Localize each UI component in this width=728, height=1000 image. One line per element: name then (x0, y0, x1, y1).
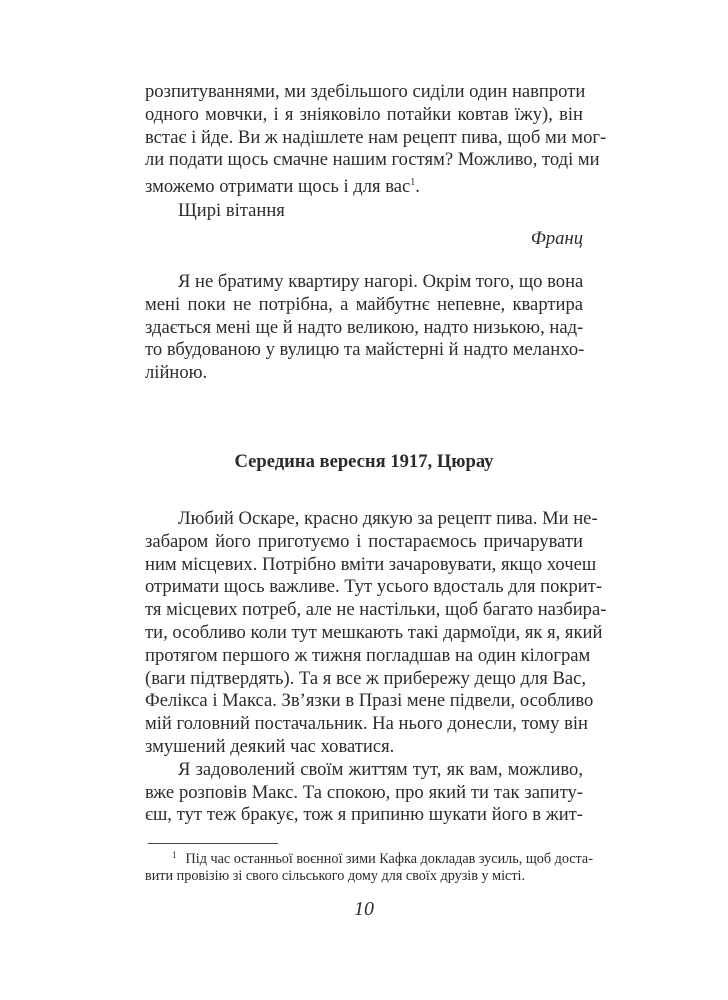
signature: Франц (530, 228, 583, 249)
text-line: розпитуваннями, ми здебільшого сиділи один навпроти (145, 81, 586, 102)
footnote-ref[interactable]: 1 (410, 177, 416, 189)
greeting: Щирі вітання (178, 200, 285, 221)
footnote-line (145, 845, 593, 867)
text-line: тя місцевих потреб, але не настільки, щоб багато назбира- (145, 599, 607, 621)
paragraph-3 (145, 508, 607, 827)
text-line: мені поки не потрібна, а майбутнє непевне, квартира (145, 293, 583, 315)
text-line: протягом першого ж тижня погладшав на один кілограм (145, 644, 591, 666)
text-line: єш, тут теж бракує, тож я припиню шукати його в жит- (145, 804, 583, 826)
text-line: забаром його приготуємо і постараємось причарувати (145, 530, 583, 552)
paragraph-1 (145, 81, 607, 198)
text-line-content: зможемо отримати щось і для вас (145, 176, 411, 198)
text-line: змушений деякий час ховатися. (145, 735, 395, 757)
footnote-divider (148, 843, 278, 844)
text-line: Я задоволений своїм життям тут, як вам, можливо, (178, 758, 583, 780)
text-line: Я не братиму квартиру нагорі. Окрім того, що вона (178, 271, 584, 292)
text-line: то вбудованою у вулицю та майстерні й надто меланхо- (145, 339, 585, 361)
text-line: Любий Оскаре, красно дякую за рецепт пива. Ми не- (178, 508, 598, 529)
text-line: вже розповів Макс. Та спокою, про який ти так запиту- (145, 781, 583, 803)
text-line: ли подати щось смачне нашим гостям? Можливо, тоді ми (145, 149, 600, 171)
text-line: лійною. (145, 362, 208, 384)
text-line: здається мені ще й надто великою, надто низькою, над- (145, 316, 584, 338)
section-heading: Середина вересня 1917, Цюрау (234, 451, 494, 472)
text-line (145, 172, 583, 198)
page-number: 10 (354, 898, 374, 920)
text-line: (ваги підтвердять). Та я все ж прибережу дещо для Вас, (145, 667, 587, 689)
text-line: Фелікса і Макса. Зв’язки в Празі мене підвели, особливо (145, 690, 594, 712)
footnote-text: Під час останньої воєнної зими Кафка докладав зусиль, щоб доста- (185, 851, 593, 867)
footnote-line: вити провізію зі свого сільського дому для своїх друзів у місті. (145, 868, 526, 884)
paragraph-2 (145, 271, 583, 385)
footnote-number: 1 (172, 850, 177, 860)
text-line: ти, особливо коли тут мешкають такі дармоїди, як я, який (145, 621, 603, 643)
text-line: мій головний постачальник. На нього донесли, тому він (145, 713, 588, 735)
text-line: одного мовчки, і я зніяковіло потайки ковтав їжу), він (145, 103, 583, 125)
text-line: встає і йде. Ви ж надішлете нам рецепт пива, щоб ми мог- (145, 126, 607, 148)
text-line: ним місцевих. Потрібно вміти зачаровувати, якщо хочеш (145, 553, 597, 575)
text-line: отримати щось важливе. Тут усього вдосталь для покрит- (145, 576, 603, 598)
period: . (415, 176, 420, 198)
footnote (145, 845, 593, 887)
